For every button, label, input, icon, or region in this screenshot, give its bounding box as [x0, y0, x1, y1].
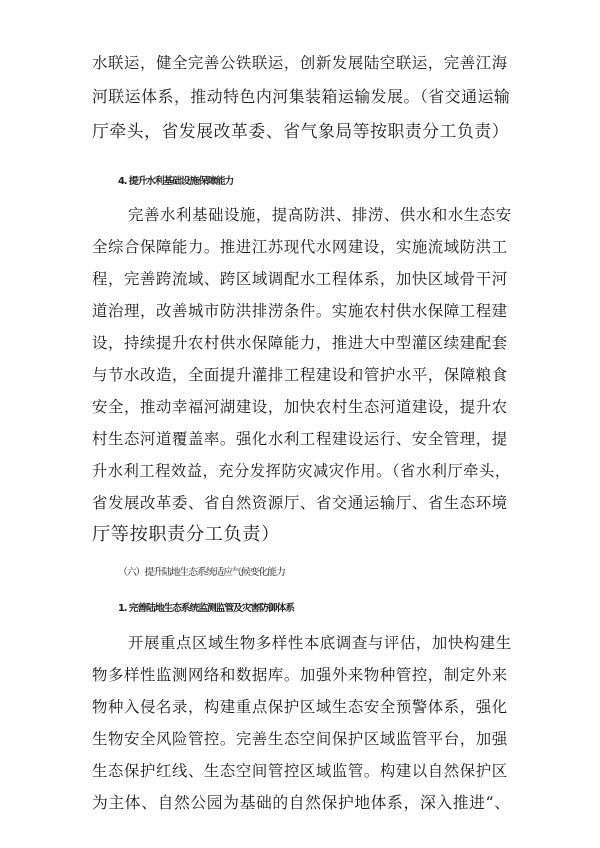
text-line: 安全，推动幸福河湖建设，加快农村生态河道建设，提升农: [92, 398, 508, 416]
text-line: 厅等按职责分工负责）: [92, 524, 280, 545]
text-line: 为主体、自然公园为基础的自然保护地体系，深入推进“、: [92, 793, 511, 812]
section-heading-1: 1. 完善陆地生态系统监测监管及灾害防御体系: [118, 603, 294, 614]
text-line: 程，完善跨流域、跨区域调配水工程体系，加快区域骨干河: [92, 270, 508, 288]
text-line: 物多样性监测网络和数据库。加强外来物种管控，制定外来: [92, 666, 508, 684]
text-line: 生态保护红线、生态空间管控区域监管。构建以自然保护区: [92, 762, 508, 780]
text-line: 全综合保障能力。推进江苏现代水网建设，实施流域防洪工: [92, 238, 508, 256]
text-line: 升水利工程效益，充分发挥防灾减灾作用。（省水利厅牵头，: [92, 462, 511, 480]
section-heading-4: 4. 提升水利基础设施保障能力: [118, 176, 234, 187]
text-line: 厅牵头，省发展改革委、省气象局等按职责分工负责）: [92, 121, 510, 141]
text-line: 设，持续提升农村供水保障能力，推进大中型灌区续建配套: [92, 334, 508, 352]
paragraph-first-line: 完善水利基础设施，提高防洪、排涝、供水和水生态安: [128, 206, 512, 224]
text-line: 生物安全风险管控。完善生态空间保护区域监管平台，加强: [92, 730, 508, 748]
text-line: 道治理，改善城市防洪排涝条件。实施农村供水保障工程建: [92, 302, 508, 320]
text-line: 河联运体系，推动特色内河集装箱运输发展。（省交通运输: [92, 87, 511, 106]
paragraph-first-line: 开展重点区域生物多样性本底调查与评估，加快构建生: [128, 634, 512, 652]
text-line: 物种入侵名录，构建重点保护区域生态安全预警体系，强化: [92, 698, 508, 716]
text-line: 水联运，健全完善公铁联运，创新发展陆空联运，完善江海: [92, 54, 508, 72]
text-line: 省发展改革委、省自然资源厅、省交通运输厅、省生态环境: [92, 494, 508, 512]
subsection-heading-6: （六）提升陆地生态系统适应气候变化能力: [118, 567, 285, 578]
text-line: 与节水改造，全面提升灌排工程建设和管护水平，保障粮食: [92, 366, 508, 384]
text-line: 村生态河道覆盖率。强化水利工程建设运行、安全管理，提: [92, 430, 508, 448]
